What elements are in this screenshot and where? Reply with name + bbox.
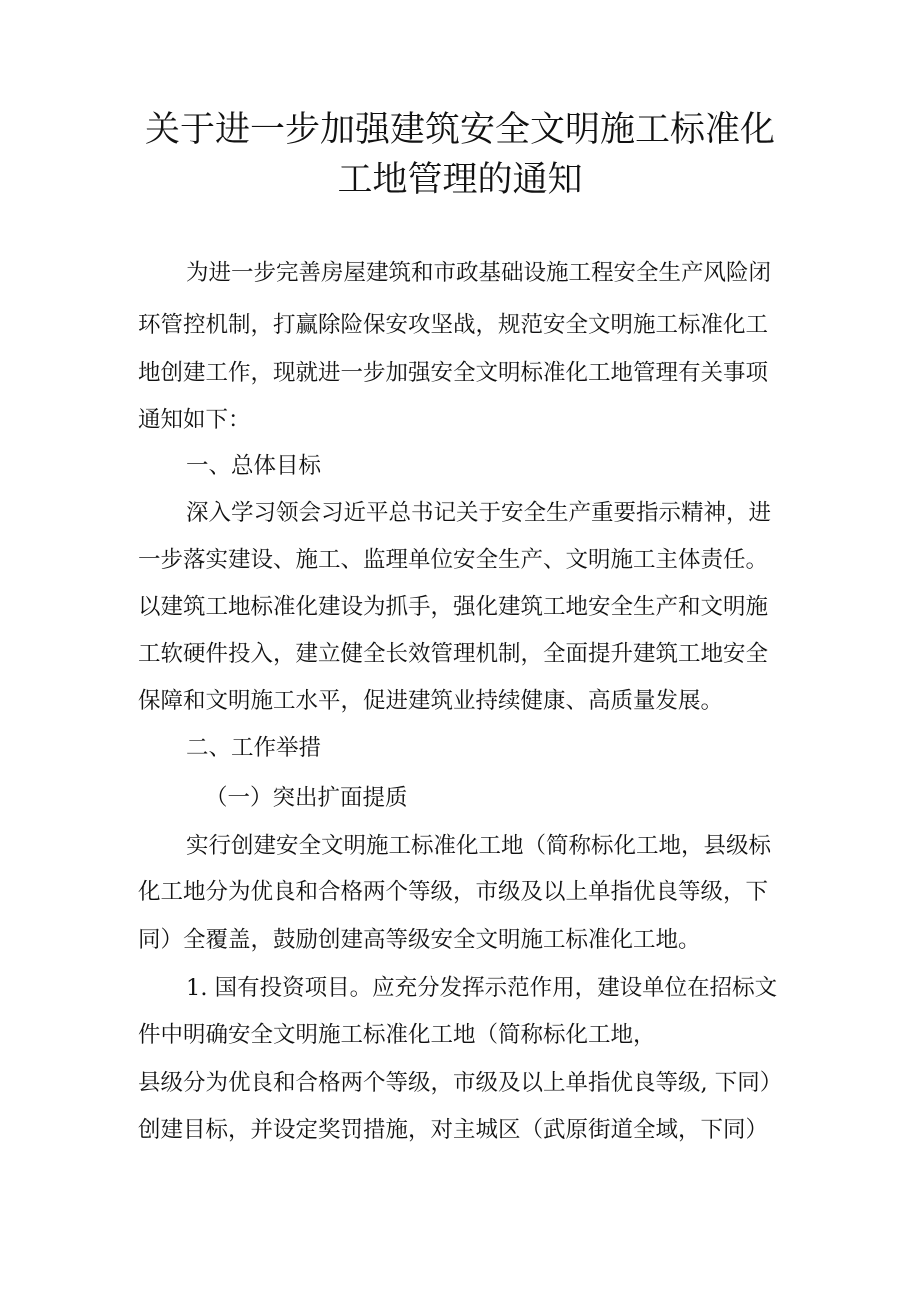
body-line: 以建筑工地标准化建设为抓手，强化建筑工地安全生产和文明施 (138, 594, 769, 620)
body-line: 县级分为优良和合格两个等级，市级及以上单指优良等级, 下同） (138, 1070, 783, 1096)
body-line: 化工地分为优良和合格两个等级，市级及以上单指优良等级，下 (138, 879, 769, 905)
body-line: 同）全覆盖，鼓励创建高等级安全文明施工标准化工地。 (138, 927, 701, 953)
document-title-line-1: 关于进一步加强建筑安全文明施工标准化 (144, 110, 775, 150)
body-line: 工软硬件投入，建立健全长效管理机制，全面提升建筑工地安全 (138, 641, 769, 667)
intro-line: 地创建工作，现就进一步加强安全文明标准化工地管理有关事项 (138, 360, 769, 386)
body-line: 深入学习领会习近平总书记关于安全生产重要指示精神，进 (186, 500, 772, 526)
body-line: 实行创建安全文明施工标准化工地（简称标化工地，县级标 (186, 833, 772, 859)
body-line: 一步落实建设、施工、监理单位安全生产、文明施工主体责任。 (138, 547, 769, 573)
section-heading: 一、总体目标 (186, 453, 322, 479)
intro-line: 环管控机制，打赢除险保安攻坚战，规范安全文明施工标准化工 (138, 312, 769, 338)
section-heading: 二、工作举措 (186, 735, 322, 761)
subsection-heading: （一）突出扩面提质 (205, 785, 408, 811)
intro-line: 为进一步完善房屋建筑和市政基础设施工程安全生产风险闭 (186, 260, 772, 286)
body-line: 创建目标，并设定奖罚措施，对主城区（武原街道全域，下同） (138, 1117, 769, 1143)
document-title-line-2: 工地管理的通知 (337, 160, 583, 200)
intro-line: 通知如下： (138, 407, 251, 433)
body-line: 保障和文明施工水平，促进建筑业持续健康、高质量发展。 (138, 688, 724, 714)
body-line: 1. 国有投资项目。应充分发挥示范作用，建设单位在招标文 (186, 975, 778, 1001)
body-line: 件中明确安全文明施工标准化工地（简称标化工地， (138, 1022, 656, 1048)
